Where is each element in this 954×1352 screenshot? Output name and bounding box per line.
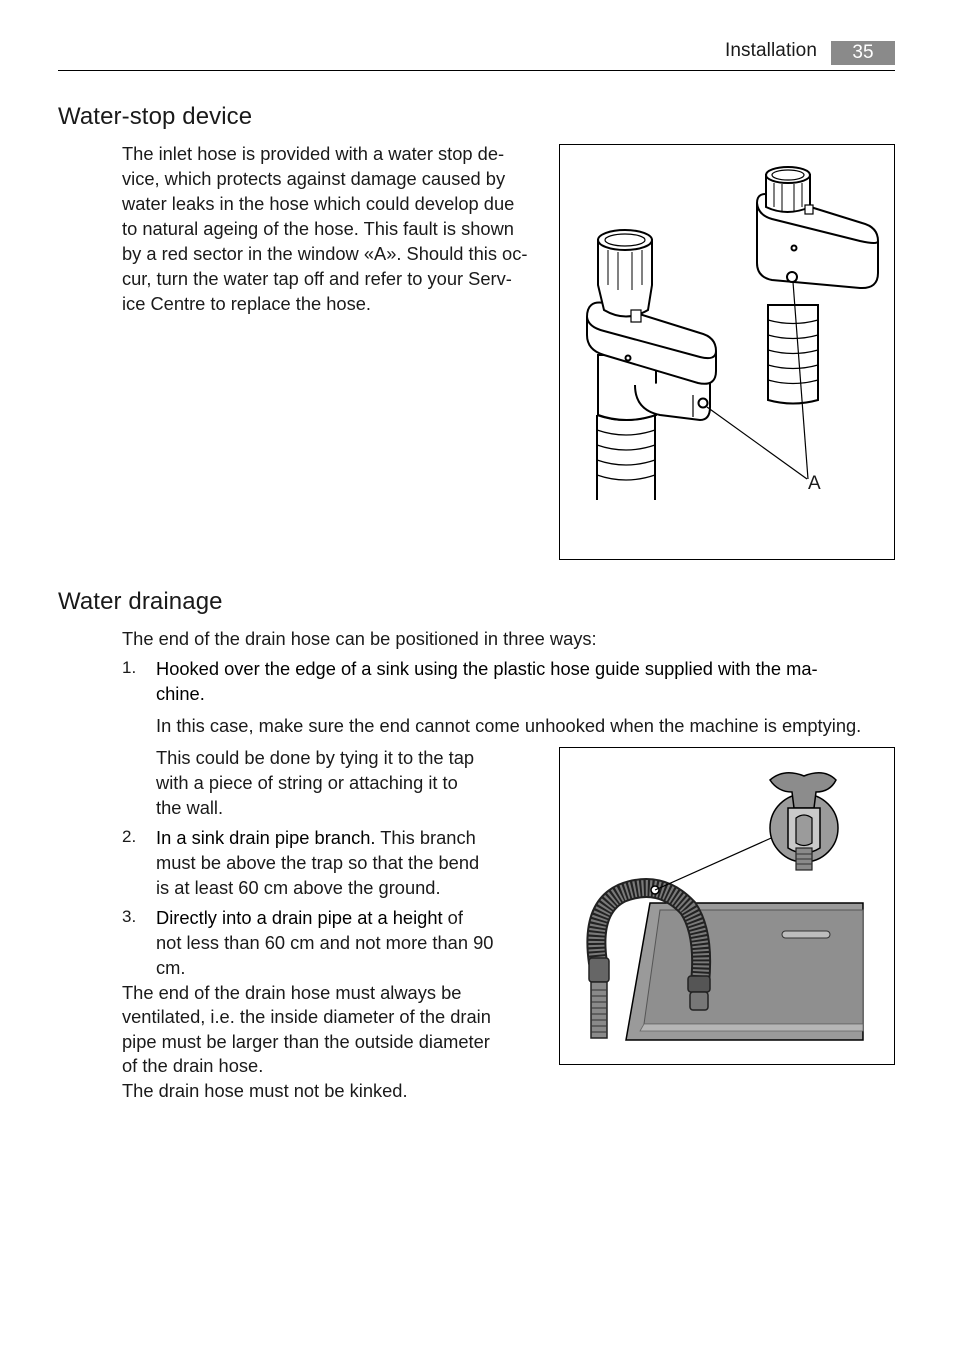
body-line: ice Centre to replace the hose. [122, 293, 371, 314]
item3-rest: of [442, 907, 463, 928]
item2-first-line [156, 825, 476, 850]
drainage-intro: The end of the drain hose can be positioned in three ways: [122, 628, 597, 649]
item3-line: not less than 60 cm and not more than 90 [156, 932, 494, 953]
left-coupling-nut [598, 240, 652, 317]
section-title: Installation [724, 40, 817, 61]
list-number-1: 1. [122, 658, 137, 677]
body-line: water leaks in the hose which could develop due [122, 193, 515, 214]
item2-lead: In a sink drain pipe branch. [156, 827, 376, 848]
hose-collar-left [589, 958, 609, 982]
body-line: to natural ageing of the hose. This fault is shown [122, 218, 514, 239]
closing-line: ventilated, i.e. the inside diameter of the drain [122, 1006, 491, 1027]
item3-first-line [156, 905, 463, 930]
list-number-2: 2. [122, 827, 137, 846]
item1-note-line: with a piece of string or attaching it to [156, 772, 458, 793]
hose-end-right [690, 992, 708, 1010]
left-coupling-top [598, 230, 652, 250]
hose-collar-right [688, 976, 710, 992]
water-stop-illustration [560, 145, 894, 559]
drain-hose-figure [559, 747, 895, 1065]
body-line: The inlet hose is provided with a water stop de- [122, 143, 505, 164]
body-line: vice, which protects against damage caused by [122, 168, 506, 189]
water-stop-heading: Water-stop device [58, 103, 253, 130]
item1-line: chine. [156, 683, 205, 704]
figure-label-a: A [808, 473, 821, 494]
body-line: by a red sector in the window «A». Should this oc- [122, 243, 528, 264]
left-window-indicator [699, 399, 708, 408]
item1-note-line: This could be done by tying it to the tap [156, 747, 475, 768]
right-hose [768, 305, 818, 404]
left-hose-ribs [597, 430, 655, 480]
sink-basin [644, 910, 863, 1024]
sink-drain-slot [782, 931, 830, 938]
left-device-screw [626, 356, 631, 361]
right-window-indicator [787, 272, 797, 282]
item1-line: Hooked over the edge of a sink using the plastic hose guide supplied with the ma- [156, 658, 818, 679]
drain-hose-illustration [560, 748, 894, 1064]
drainage-heading: Water drainage [58, 588, 223, 615]
closing-line: The drain hose must not be kinked. [122, 1080, 408, 1101]
detail-leader-line [655, 835, 778, 890]
item2-line: must be above the trap so that the bend [156, 852, 480, 873]
item1-note: In this case, make sure the end cannot come unhooked when the machine is emptying. [156, 715, 862, 736]
list-number-3: 3. [122, 907, 137, 926]
page-number: 35 [831, 41, 895, 65]
item3-lead: Directly into a drain pipe at a height [156, 907, 443, 928]
left-hose-sides [597, 415, 655, 500]
water-stop-figure [559, 144, 895, 560]
item2-line: is at least 60 cm above the ground. [156, 877, 441, 898]
leader-line-left [707, 407, 807, 479]
item3-line: cm. [156, 957, 186, 978]
closing-line: of the drain hose. [122, 1055, 264, 1076]
item1-note-line: the wall. [156, 797, 224, 818]
closing-line: pipe must be larger than the outside diameter [122, 1031, 490, 1052]
item2-rest: This branch [375, 827, 476, 848]
closing-line: The end of the drain hose must always be [122, 982, 462, 1003]
right-device-screw [792, 246, 797, 251]
header-divider [58, 70, 895, 71]
body-line: cur, turn the water tap off and refer to your Serv- [122, 268, 512, 289]
